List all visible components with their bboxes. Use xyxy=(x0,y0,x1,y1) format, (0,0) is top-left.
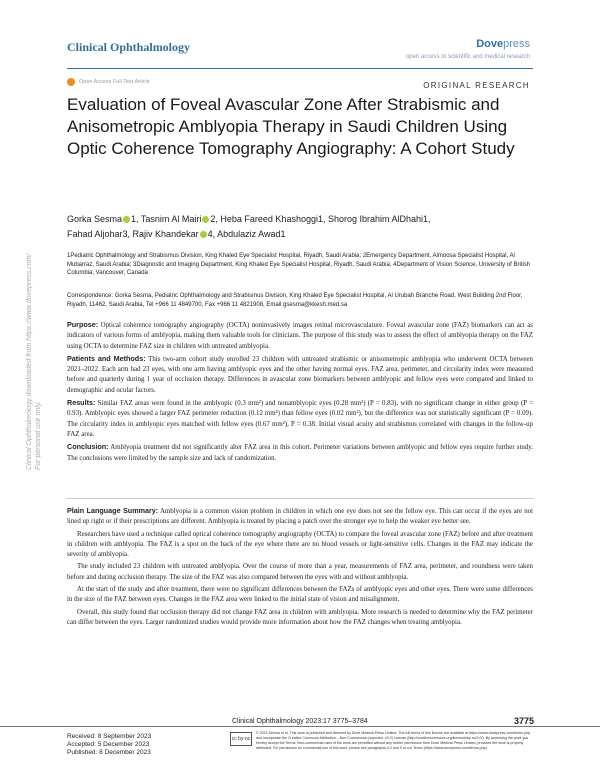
author-name: Fahad Aljohar3, Rajiv Khandekar xyxy=(67,229,199,239)
accepted-date: Accepted: 5 December 2023 xyxy=(67,741,150,748)
side-note-line: Clinical Ophthalmology downloaded from https://www.dovepress.com/ xyxy=(26,253,33,470)
open-access-label xyxy=(67,78,150,86)
license-text: © 2023 Sesma et al. This work is published and licensed by Dove Medical Press Limited. The full terms of this license are available at https://www.dovepress.com/terms.php and incorporate the Creative Commons Attribution – Non Commercial (unported, v3.0) License (http://creativecommons.org/licenses/by-nc/3.0/). By accessing the work you hereby accept the Terms. Non-commercial uses of the work are permitted without any further permission from Dove Medical Press Limited, provided the work is properly attributed. For permission for commercial use of this work, please see paragraphs 4.2 and 5 of our Terms (https://www.dovepress.com/terms.php). xyxy=(256,731,530,750)
affiliations: 1Pediatric Ophthalmology and Strabismus Division, King Khaled Eye Specialist Hospital, Riyadh, Saudi Arabia; 2Emergency Department, Almoosa Specialist Hospital, Al Mubarraz, Saudi Arabia; 3Diagnostic and Imaging Department, King Khaled Eye Specialist Hospital, Riyadh, Saudi Arabia; 4Department of Vision Science, University of British Columbia, Vancouver, Canada xyxy=(67,253,531,276)
published-date: Published: 8 December 2023 xyxy=(67,749,151,756)
purpose-text: Optical coherence tomography angiography (OCTA) noninvasively images retinal microvasculature. Foveal avascular zone (FAZ) biomarkers can act as indicators of various forms of amblyopia, making them valuable tools for clinicians. The purpose of this study was to assess the effect of amblyopia therapy on the FAZ using OCTA to determine FAZ size in children with untreated amblyopia. xyxy=(67,322,533,350)
article-type: ORIGINAL RESEARCH xyxy=(423,81,530,90)
cc-license-icon: cc by-nc xyxy=(230,732,252,746)
abstract-results xyxy=(67,398,533,440)
publisher-tagline: open access to scientific and medical research xyxy=(405,54,530,60)
license-badge[interactable] xyxy=(230,732,252,746)
open-access-icon xyxy=(67,78,75,86)
correspondence: Correspondence: Gorka Sesma, Pediatric Ophthalmology and Strabismus Division, King Khaled Eye Specialist Hospital, Al Urubah Branche Road, West Building 2nd Floor, Riyadh, 11462, Saudi Arabia, Tel +966 11 4849700, Fax +966 11 4821908, Email gsesma@kkesh.med.sa xyxy=(67,293,523,308)
results-label: Results: xyxy=(67,398,96,408)
pls-paragraph: Researchers have used a technique called optical coherence tomography angiography (OCTA) to compare the foveal avascular zone (FAZ) before and after treatment in children with amblyopia. The FAZ is a spot on the back of the eye where there are no blood vessels or light-sensitive cells. Changes in the FAZ may indicate the severity of amblyopia. xyxy=(67,530,533,559)
received-date: Received: 8 September 2023 xyxy=(67,733,152,740)
methods-label: Patients and Methods: xyxy=(67,353,146,363)
orcid-icon[interactable] xyxy=(123,216,130,223)
abstract-conclusion xyxy=(67,442,533,464)
logo-main: Dove xyxy=(476,38,504,50)
author-name: 4, Abdulaziz Awad1 xyxy=(207,229,286,239)
pls-paragraph xyxy=(67,506,533,528)
abstract xyxy=(67,320,533,466)
article-title: Evaluation of Foveal Avascular Zone After Strabismic and Anisometropic Amblyopia Therapy in Saudi Children Using Optic Coherence Tomography Angiography: A Cohort Study xyxy=(67,95,515,158)
citation-line: Clinical Ophthalmology 2023:17 3775–3784 xyxy=(232,718,368,725)
author-name: Gorka Sesma xyxy=(67,214,123,224)
pls-text: Amblyopia is a common vision problem in children in which one eye does not see the fellow eye. This can occur if the eyes are not lined up right or if their prescriptions are different. Amblyopia is treated by placing a patch over the stronger eye to help the weaker eye better see. xyxy=(67,508,533,526)
pls-paragraph: At the start of the study and after treatment, there were no significant differences between the FAZs of amblyopic eyes and other eyes. There were some differences in the size of the FAZ between eyes. Changes in the FAZ area were linked to the initial state of vision and misalignment. xyxy=(67,586,533,604)
author-name: 2, Heba Fareed Khashoggi1, Shorog Ibrahim AlDhahi1, xyxy=(210,214,431,224)
header-rule xyxy=(67,68,533,69)
results-text: Similar FAZ areas were found in the amblyopic (0.3 mm²) and nonamblyopic eyes (0.28 mm²) (P = 0.83), with no significant change in either group (P = 0.93). Amblyopic eyes showed a larger FAZ perimeter reduction (0.12 mm²) than fellow eyes (0.02 mm²), but the difference was not statistically significant (P = 0.09). The circularity index in amblyopic eyes matched with fellow eyes (0.67 mm²), P = 0.38. Initial visual acuity and strabismus correlated with changes in the follow-up FAZ area. xyxy=(67,400,533,438)
article-dates xyxy=(67,733,151,757)
author-list xyxy=(67,212,537,242)
purpose-label: Purpose: xyxy=(67,320,99,329)
logo-suffix: press xyxy=(503,38,530,50)
conclusion-text: Amblyopia treatment did not significantly alter FAZ area in this cohort. Perimeter variations between amblyopic and fellow eyes require further study. The conclusions were limited by the sample size and lack of randomization. xyxy=(67,444,533,462)
conclusion-label: Conclusion: xyxy=(67,442,109,452)
authors-row-1 xyxy=(67,212,537,227)
pls-label: Plain Language Summary: xyxy=(67,506,159,515)
open-access-text: Open Access Full Text Article xyxy=(79,79,150,85)
page-number: 3775 xyxy=(513,716,534,726)
abstract-methods xyxy=(67,354,533,396)
authors-row-2 xyxy=(67,227,537,242)
pls-paragraph: Overall, this study found that occlusion therapy did not change FAZ area in children with amblyopia. More research is needed to determine why the FAZ perimeter can differ between the eyes. Larger randomized studies would provide more information about how the FAZ changes when treating amblyopia. xyxy=(67,608,533,626)
plain-language-summary xyxy=(67,506,533,630)
dovepress-logo xyxy=(476,38,530,50)
side-note-line: For personal use only. xyxy=(35,401,42,470)
journal-name: Clinical Ophthalmology xyxy=(67,40,191,54)
methods-text: This two-arm cohort study enrolled 23 children with untreated strabismic or anisometropic amblyopia who underwent OCTA between 2021–2022. Each arm had 23 eyes, with one arm having amblyopic eyes and the other having normal eyes. FAZ area, perimeter, and circularity index were measured before and quarterly during 1 year of occlusion therapy. Differences in avascular zone biomarkers between amblyopic and fellow eyes were compared and linked to demographic and ocular factors. xyxy=(67,355,533,394)
footer-rule xyxy=(0,726,600,727)
abstract-purpose xyxy=(67,320,533,352)
orcid-icon[interactable] xyxy=(200,231,207,238)
pls-paragraph: The study included 23 children with untreated amblyopia. Over the course of more than a year, measurements of FAZ area, perimeter, and roundness were taken before and during occlusion therapy. The size of the FAZ was also compared between the eyes with and without amblyopia. xyxy=(67,563,533,581)
section-divider xyxy=(67,498,533,499)
orcid-icon[interactable] xyxy=(202,216,209,223)
download-side-note xyxy=(25,254,43,470)
author-name: 1, Tasnim Al Mairi xyxy=(131,214,202,224)
